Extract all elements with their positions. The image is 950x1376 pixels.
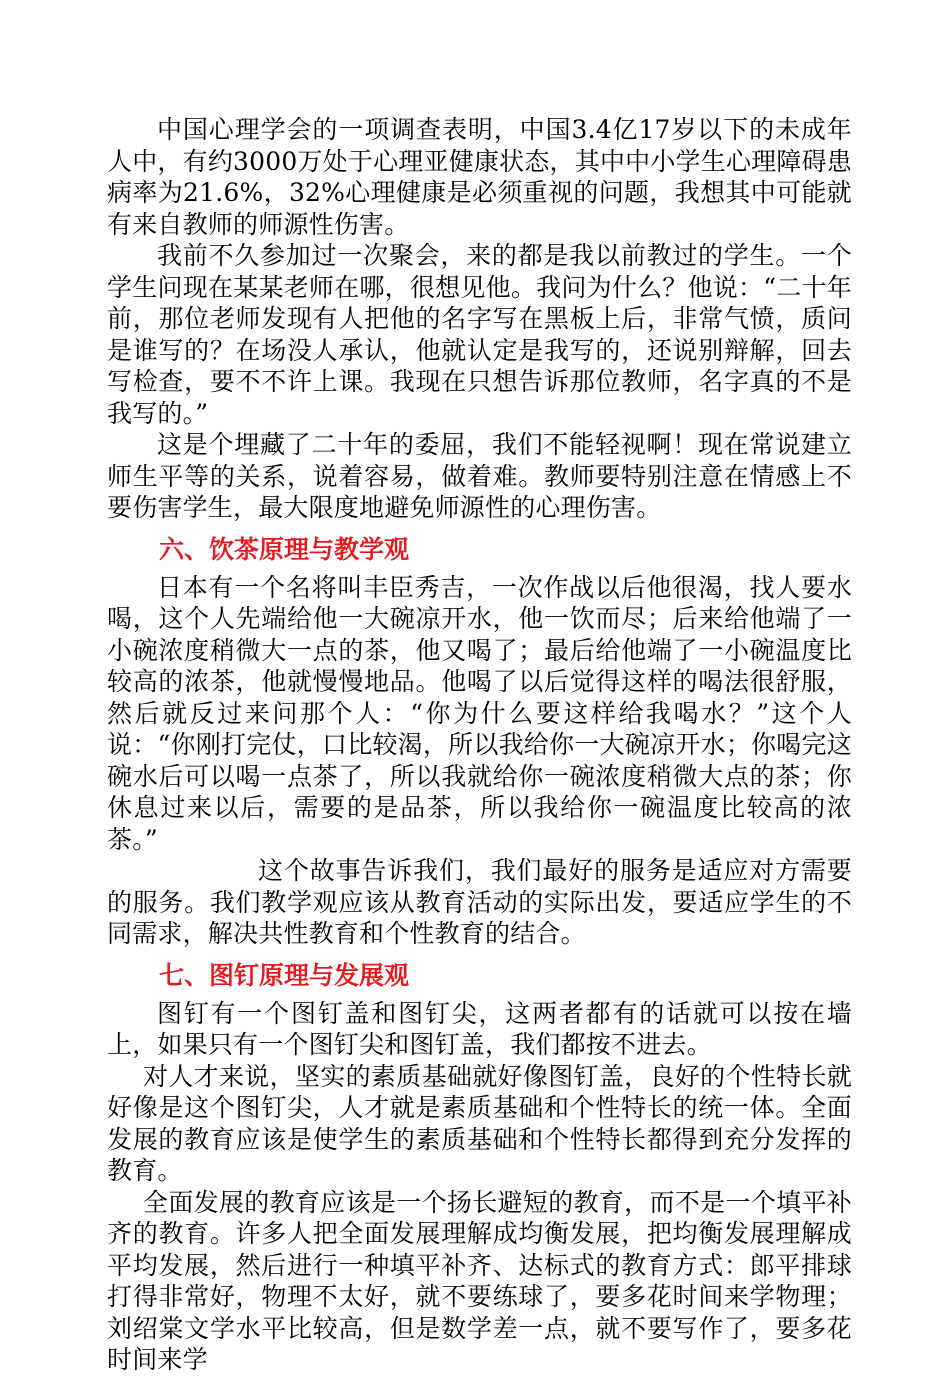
body-paragraph: 这是个埋藏了二十年的委屈，我们不能轻视啊！现在常说建立师生平等的关系，说着容易，做着难。教师要特别注意在情感上不要伤害学生，最大限度地避免师源性的心理伤害。 — [107, 430, 852, 522]
body-paragraph: 中国心理学会的一项调查表明，中国3.4亿17岁以下的未成年人中，有约3000万处于心理亚健康状态，其中中小学生心理障碍患病率为21.6%，32%心理健康是必须重视的问题，我想其中可能就有来自教师的师源性伤害。 — [107, 115, 852, 239]
body-paragraph: 图钉有一个图钉盖和图钉尖，这两者都有的话就可以按在墙上，如果只有一个图钉尖和图钉盖，我们都按不进去。 — [107, 998, 852, 1059]
body-paragraph: 全面发展的教育应该是一个扬长避短的教育，而不是一个填平补齐的教育。许多人把全面发展理解成均衡发展，把均衡发展理解成平均发展，然后进行一种填平补齐、达标式的教育方式：郎平排球打得非常好，物理不太好，就不要练球了，要多花时间来学物理；刘绍棠文学水平比较高，但是数学差一点，就不要写作了，要多花时间来学 — [107, 1187, 852, 1374]
body-paragraph: 我前不久参加过一次聚会，来的都是我以前教过的学生。一个学生问现在某某老师在哪，很想见他。我问为什么？他说：“二十年前，那位老师发现有人把他的名字写在黑板上后，非常气愤，质问是谁写的？在场没人承认，他就认定是我写的，还说别辩解，回去写检查，要不不许上课。我现在只想告诉那位教师，名字真的不是我写的。” — [107, 241, 852, 428]
body-paragraph: 这个故事告诉我们，我们最好的服务是适应对方需要的服务。我们教学观应该从教育活动的实际出发，要适应学生的不同需求，解决共性教育和个性教育的结合。 — [107, 856, 852, 948]
section-heading-thumbtack-principle: 七、图钉原理与发展观 — [159, 960, 410, 990]
body-paragraph: 对人才来说，坚实的素质基础就好像图钉盖，良好的个性特长就好像是这个图钉尖，人才就是素质基础和个性特长的统一体。全面发展的教育应该是使学生的素质基础和个性特长都得到充分发挥的教育。 — [107, 1061, 852, 1185]
body-paragraph: 日本有一个名将叫丰臣秀吉，一次作战以后他很渴，找人要水喝，这个人先端给他一大碗凉开水，他一饮而尽；后来给他端了一小碗浓度稍微大一点的茶，他又喝了；最后给他端了一小碗温度比较高的浓茶，他就慢慢地品。他喝了以后觉得这样的喝法很舒服，然后就反过来问那个人：“你为什么要这样给我喝水？”这个人说：“你刚打完仗，口比较渴，所以我给你一大碗凉开水；你喝完这碗水后可以喝一点茶了，所以我就给你一碗浓度稍微大点的茶；你休息过来以后，需要的是品茶，所以我给你一碗温度比较高的浓茶。” — [107, 572, 852, 854]
section-heading-tea-principle: 六、饮茶原理与教学观 — [159, 534, 410, 564]
document-page — [107, 114, 852, 1376]
